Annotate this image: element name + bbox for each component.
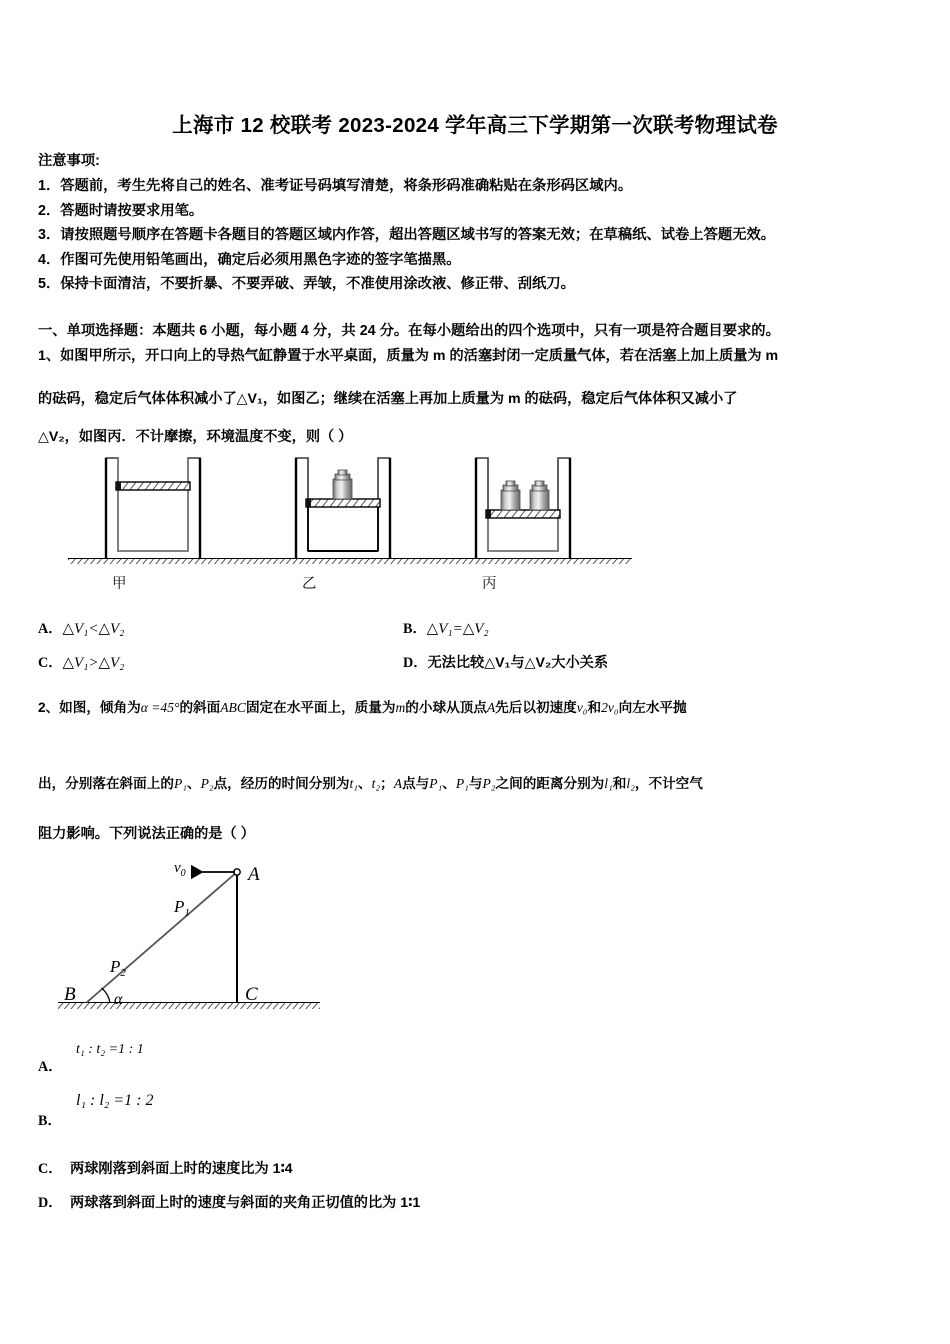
q2-l1-m4: A (486, 700, 496, 715)
cylinder-panel-yi (258, 458, 450, 564)
q2-l1-m1: α =45° (140, 700, 180, 715)
q2-l1-p2: 的斜面 (179, 700, 221, 715)
weight-icon (501, 481, 520, 510)
notice-item-5: 5．保持卡面清洁，不要折暴、不要弄破、弄皱，不准使用涂改液、修正带、刮纸刀。 (38, 276, 575, 292)
question2-line1 (38, 696, 938, 716)
option-text-d: 两球落到斜面上时的速度与斜面的夹角正切值的比为 1∶1 (70, 1195, 421, 1211)
cylinder-panel-bing (438, 458, 632, 564)
figure-caption-bing: 丙 (482, 576, 497, 592)
label-B: B (64, 984, 76, 1005)
section-heading-single-choice: 一、单项选择题：本题共 6 小题，每小题 4 分，共 24 分。在每小题给出的四个选项中，只有一项是符合题目要求的。 (38, 323, 780, 339)
q2-l2-m4: t₂ (371, 776, 381, 791)
label-C: C (245, 984, 258, 1005)
question1-line3: △V₂，如图丙．不计摩擦，环境温度不变，则（ ） (38, 429, 353, 445)
weight-icon (530, 481, 549, 510)
figure-caption-jia: 甲 (112, 576, 127, 592)
cylinder-panel-jia (68, 458, 260, 564)
question1-option-d[interactable] (403, 652, 608, 672)
option-label-b: B． (403, 621, 427, 637)
option-label-b: B． (38, 1113, 62, 1129)
q2-l2-m8: P₂ (482, 776, 496, 791)
notice-item-4: 4．作图可先使用铅笔画出，确定后必须用黑色字迹的签字笔描黑。 (38, 251, 461, 268)
label-alpha: α (114, 991, 123, 1008)
q2-l1-p7: 向左水平抛 (618, 700, 687, 715)
question1-option-a[interactable] (38, 618, 124, 638)
label-A: A (248, 864, 260, 885)
incline-svg (52, 852, 342, 1032)
option-text-b: l₁ : l₂ =1 : 2 (76, 1092, 154, 1109)
q2-l2-p9: 之间的距离分别为 (495, 776, 605, 791)
q2-l2-m2: P₂ (200, 776, 214, 791)
label-P1: $P_1$ (174, 897, 190, 919)
incline-projectile-figure (52, 852, 342, 1032)
q2-l2-m10: l₂ (626, 776, 635, 791)
notice-block (38, 150, 928, 298)
option-text-c: △V₁>△V₂ (62, 655, 125, 671)
q2-l1-p6: 和 (587, 700, 602, 715)
notice-item-2: 2．答题时请按要求用笔。 (38, 202, 204, 219)
q2-l1-p4: 的小球从顶点 (405, 700, 487, 715)
gas-cylinder-captions (60, 572, 640, 598)
notice-heading: 注意事项: (38, 153, 100, 169)
option-label-c: C． (38, 655, 63, 671)
q2-l2-m9: l₁ (604, 776, 613, 791)
option-text-a: △V₁<△V₂ (62, 621, 125, 637)
label-P2: $P_2$ (110, 957, 126, 979)
option-text-c: 两球刚落到斜面上时的速度比为 1∶4 (70, 1161, 293, 1177)
question2-line2 (38, 772, 938, 792)
q2-l2-p1: 出，分别落在斜面上的 (38, 776, 174, 791)
q2-l2-m7: P₁ (455, 776, 469, 791)
question1-line2: 的砝码，稳定后气体体积减小了△V₁，如图乙；继续在活塞上再加上质量为 m 的砝码，稳定后气体体积又减小了 (38, 391, 738, 407)
q2-l1-m6: 2v₀ (601, 700, 619, 715)
option-label-a: A． (38, 621, 63, 637)
notice-item-3: 3．请按照题号顺序在答题卡各题目的答题区域内作答，超出答题区域书写的答案无效；在草稿纸、试卷上答题无效。 (38, 227, 776, 243)
q2-l2-p8: 与 (468, 776, 483, 791)
question2-line3: 阻力影响。下列说法正确的是（ ） (38, 826, 255, 842)
q2-l1-p3: 固定在水平面上，质量为 (245, 700, 396, 715)
question1-option-c[interactable] (38, 652, 124, 672)
weight-icon (333, 470, 352, 499)
option-text-a: t₁ : t₂ =1 : 1 (76, 1042, 144, 1057)
figure-caption-yi: 乙 (302, 576, 317, 592)
q2-l1-m2: ABC (220, 700, 246, 715)
q2-l2-p10: 和 (612, 776, 627, 791)
q2-l2-p7: 、 (442, 776, 456, 791)
q2-l2-p5: ； (380, 776, 394, 791)
q2-l1-p5: 先后以初速度 (495, 700, 577, 715)
q2-l2-m6: P₁ (429, 776, 443, 791)
q2-l2-p2: 、 (186, 776, 201, 791)
option-label-d: D． (38, 1195, 63, 1211)
q2-l1-m5: v₀ (576, 700, 588, 715)
option-label-c: C． (38, 1161, 63, 1177)
q2-l1-p1: 2、如图，倾角为 (38, 700, 141, 715)
q2-l2-m1: P₁ (173, 776, 187, 791)
option-label-a: A． (38, 1059, 63, 1075)
q2-l2-m5: A (393, 776, 403, 791)
option-text-b: △V₁=△V₂ (426, 621, 489, 637)
q2-l2-p6: 点与 (402, 776, 430, 791)
option-text-d: 无法比较△V₁与△V₂大小关系 (427, 655, 609, 671)
option-label-d: D． (403, 655, 428, 671)
label-v0: $v_0$ (174, 860, 186, 879)
q2-l1-m3: m (395, 700, 406, 715)
q2-l2-m3: t₁ (349, 776, 359, 791)
page-title: 上海市 12 校联考 2023-2024 学年高三下学期第一次联考物理试卷 (172, 114, 778, 137)
q2-l2-p4: 、 (358, 776, 372, 791)
question1-option-b[interactable] (403, 618, 489, 638)
notice-item-1: 1．答题前，考生先将自己的姓名、准考证号码填写清楚，将条形码准确粘贴在条形码区域内。 (38, 178, 633, 194)
q2-l2-p11: ，不计空气 (634, 776, 703, 791)
question1-line1: 1、如图甲所示，开口向上的导热气缸静置于水平桌面，质量为 m 的活塞封闭一定质量气体，若在活塞上加上质量为 m (38, 348, 779, 364)
q2-l2-p3: 点，经历的时间分别为 (213, 776, 350, 791)
